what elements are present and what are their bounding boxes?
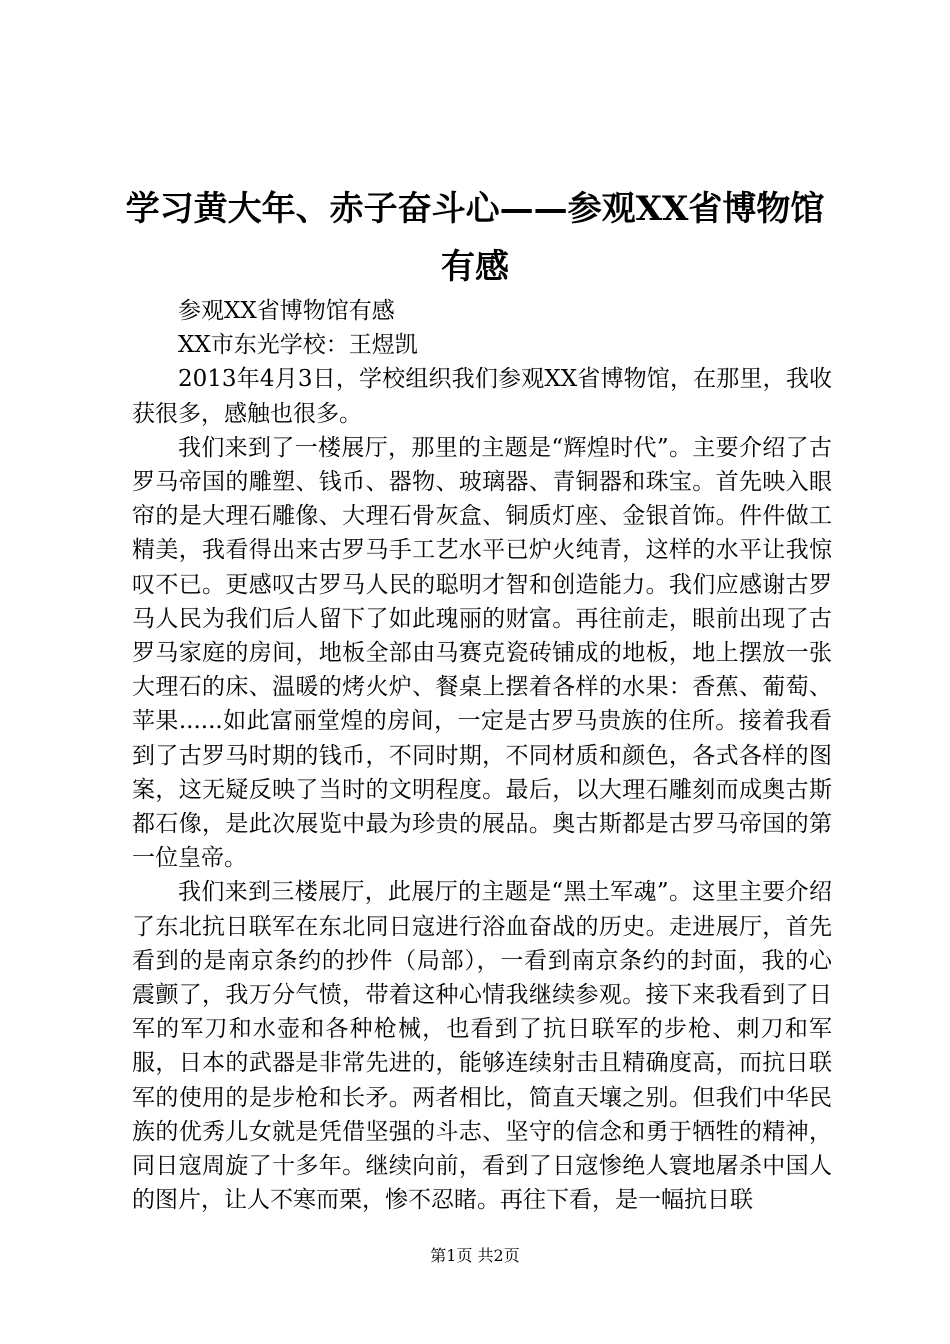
document-title: 学习黄大年、赤子奋斗心——参观XX省博物馆有感 (125, 189, 825, 287)
page-footer: 第1页 共2页 (430, 1246, 520, 1265)
paragraph: 我们来到三楼展厅，此展厅的主题是“黑土军魂”。这里主要介绍了东北抗日联军在东北同日寇进行浴血奋战的历史。走进展厅，首先看到的是南京条约的抄件（局部），一看到南京条约的封面，我的心震颤了，我万分气愤，带着这种心情我继续参观。接下来我看到了日军的军刀和水壶和各种枪械，也看到了抗日联军的步枪、刺刀和军服，日本的武器是非常先进的，能够连续射击且精确度高，而抗日联军的使用的是步枪和长矛。两者相比，简直天壤之别。但我们中华民族的优秀儿女就是凭借坚强的斗志、坚守的信念和勇于牺牲的精神，同日寇周旋了十多年。继续向前，看到了日寇惨绝人寰地屠杀中国人的图片，让人不寒而栗，惨不忍睹。再往下看，是一幅抗日联 (132, 879, 832, 1214)
document-body (132, 294, 832, 1217)
subtitle-line: 参观XX省博物馆有感 (178, 298, 395, 324)
paragraph: 我们来到了一楼展厅，那里的主题是“辉煌时代”。主要介绍了古罗马帝国的雕塑、钱币、器物、玻璃器、青铜器和珠宝。首先映入眼帘的是大理石雕像、大理石骨灰盒、铜质灯座、金银首饰。件件做工精美，我看得出来古罗马手工艺水平已炉火纯青，这样的水平让我惊叹不已。更感叹古罗马人民的聪明才智和创造能力。我们应感谢古罗马人民为我们后人留下了如此瑰丽的财富。再往前走，眼前出现了古罗马家庭的房间，地板全部由马赛克瓷砖铺成的地板，地上摆放一张大理石的床、温暖的烤火炉、餐桌上摆着各样的水果：香蕉、葡萄、苹果......如此富丽堂煌的房间，一定是古罗马贵族的住所。接着我看到了古罗马时期的钱币，不同时期，不同材质和颜色，各式各样的图案，这无疑反映了当时的文明程度。最后，以大理石雕刻而成奥古斯都石像，是此次展览中最为珍贵的展品。奥古斯都是古罗马帝国的第一位皇帝。 (132, 434, 832, 872)
paragraph: 2013年4月3日，学校组织我们参观XX省博物馆，在那里，我收获很多，感触也很多。 (132, 366, 832, 427)
author-line: XX市东光学校：王煜凯 (178, 332, 418, 359)
